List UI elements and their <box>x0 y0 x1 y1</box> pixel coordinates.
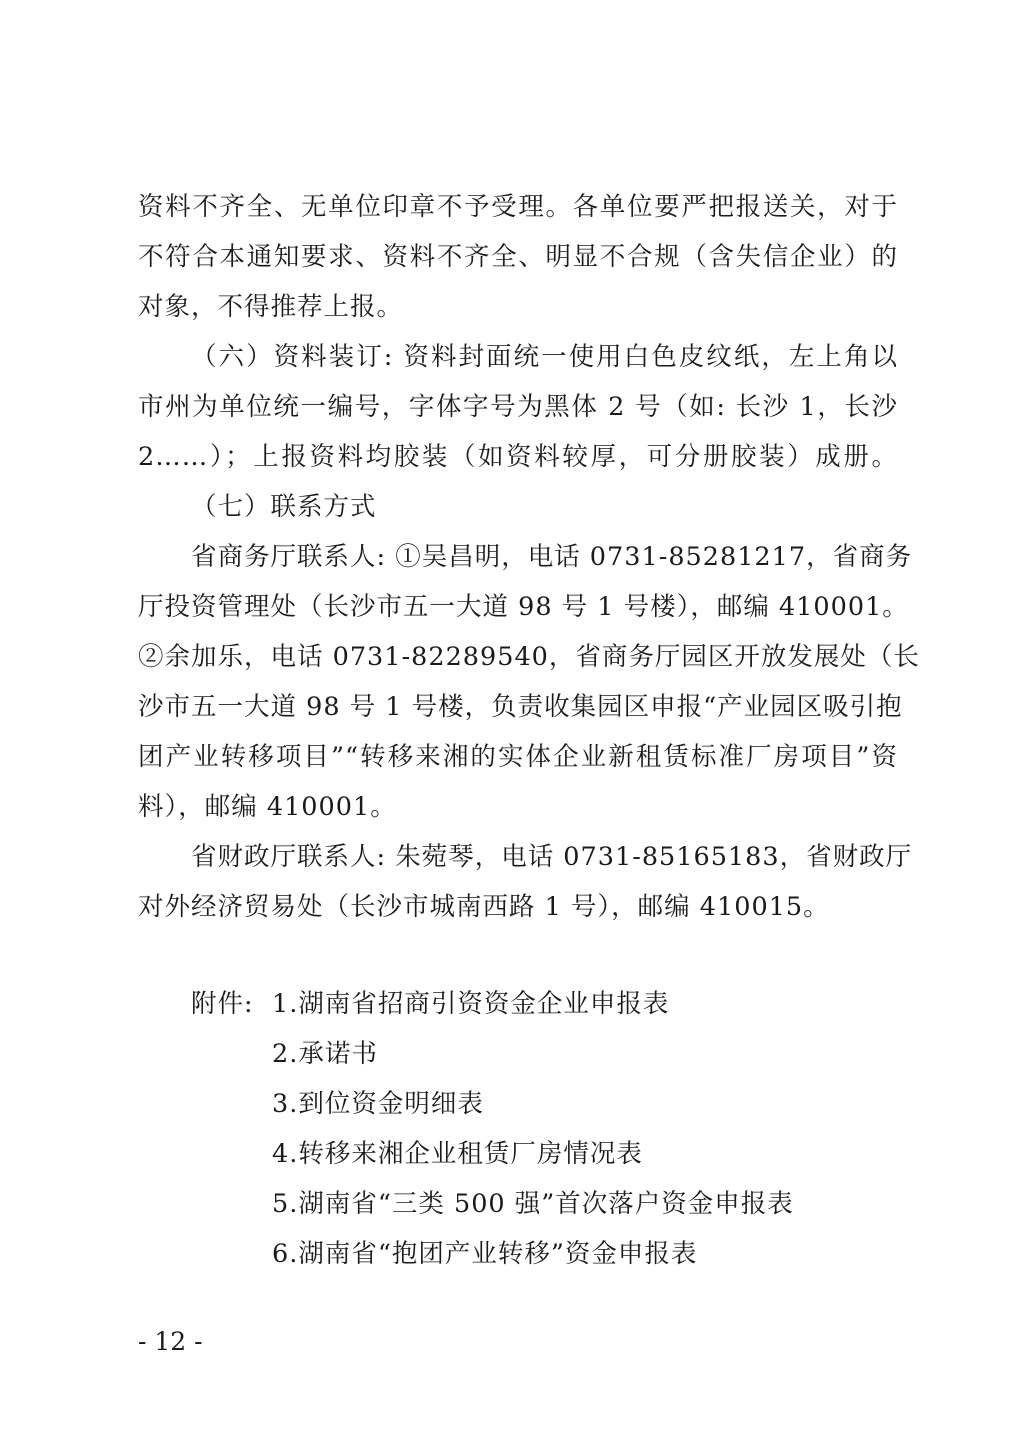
attachment-item: 1.湖南省招商引资资金企业申报表 <box>272 989 670 1019</box>
body-line: 厅投资管理处（长沙市五一大道 98 号 1 号楼），邮编 410001。 <box>138 592 909 622</box>
attachment-item: 3.到位资金明细表 <box>272 1089 484 1119</box>
body-line: 沙市五一大道 98 号 1 号楼，负责收集园区申报“产业园区吸引抱 <box>138 692 903 722</box>
section-six-heading-line: （六）资料装订: 资料封面统一使用白色皮纹纸，左上角以 <box>191 342 898 372</box>
body-line: 团产业转移项目”“转移来湘的实体企业新租赁标准厂房项目”资 <box>138 742 898 772</box>
body-line: 资料不齐全、无单位印章不予受理。各单位要严把报送关，对于 <box>138 192 898 222</box>
page-number: - 12 - <box>138 1327 203 1356</box>
body-line: 料），邮编 410001。 <box>138 792 397 822</box>
section-seven-heading: （七）联系方式 <box>191 492 377 522</box>
body-line: 省财政厅联系人: 朱菀琴，电话 0731-85165183，省财政厅 <box>191 842 913 872</box>
body-line: 市州为单位统一编号，字体字号为黑体 2 号（如: 长沙 1，长沙 <box>138 392 898 422</box>
body-line: 2……）；上报资料均胶装（如资料较厚，可分册胶装）成册。 <box>138 442 898 472</box>
body-line: ②余加乐，电话 0731-82289540，省商务厅园区开放发展处（长 <box>138 642 920 672</box>
body-line: 对象，不得推荐上报。 <box>138 292 404 322</box>
body-line: 不符合本通知要求、资料不齐全、明显不合规（含失信企业）的 <box>138 242 898 272</box>
attachment-item: 2.承诺书 <box>272 1039 378 1069</box>
attachment-item: 5.湖南省“三类 500 强”首次落户资金申报表 <box>272 1189 794 1219</box>
body-line: 省商务厅联系人: ①吴昌明，电话 0731-85281217，省商务 <box>191 542 913 572</box>
body-line: 对外经济贸易处（长沙市城南西路 1 号），邮编 410015。 <box>138 892 830 922</box>
attachment-item: 6.湖南省“抱团产业转移”资金申报表 <box>272 1239 698 1269</box>
attachment-item: 4.转移来湘企业租赁厂房情况表 <box>272 1139 643 1169</box>
attachments-label: 附件: <box>191 989 254 1019</box>
